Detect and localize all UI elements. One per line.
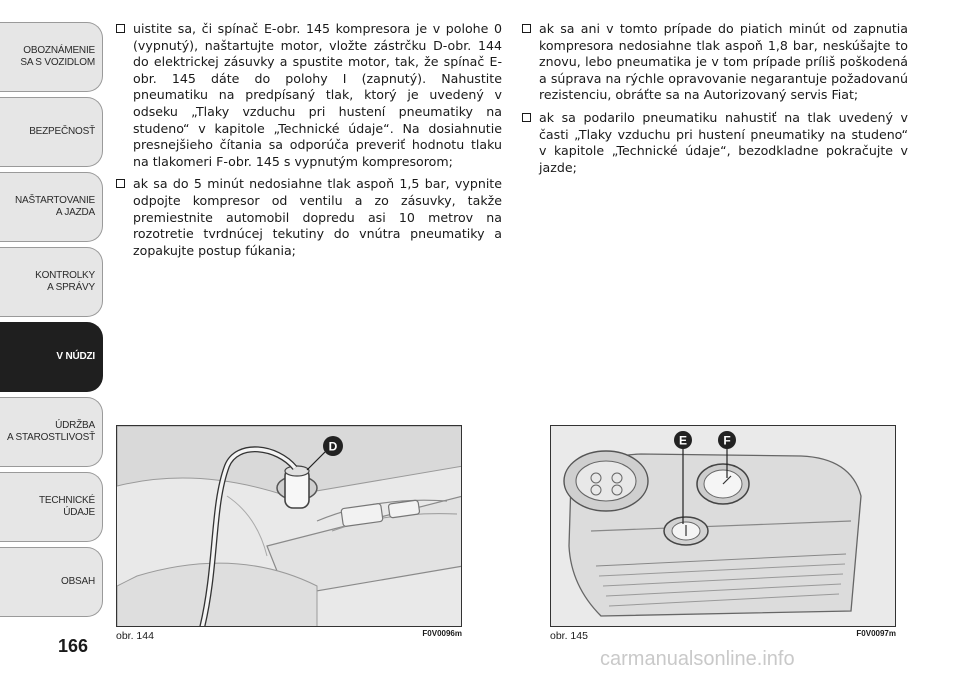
chapter-tabs	[0, 22, 103, 622]
marker-e-label: E	[678, 433, 688, 448]
tab-obsah[interactable]: OBSAH	[0, 547, 103, 617]
tab-technicke-udaje[interactable]: TECHNICKÉ ÚDAJE	[0, 472, 103, 542]
list-item: ak sa podarilo pneumatiku nahustiť na tlak uvedený v časti „Tlaky vzduchu pri hustení pneumatiky na studeno“ v kapitole „Technické údaje“, bezodkladne pokračujte v jazde;	[522, 110, 908, 176]
list-item: ak sa do 5 minút nedosiahne tlak aspoň 1,5 bar, vypnite odpojte kompresor od ventilu a zo zásuvky, takže premiestnite automobil dopredu asi 10 metrov na rozotretie tvrdnúcej tekutiny do vnútra pneumatiky a zopakujte postup fúkania;	[116, 176, 502, 259]
right-column	[522, 21, 908, 182]
watermark: carmanualsonline.info	[600, 648, 795, 670]
tab-kontrolky[interactable]: KONTROLKY A SPRÁVY	[0, 247, 103, 317]
figure-145-label: obr. 145	[550, 630, 588, 642]
tab-nastartovanie[interactable]: NAŠTARTOVANIE A JAZDA	[0, 172, 103, 242]
tab-bezpecnost[interactable]: BEZPEČNOSŤ	[0, 97, 103, 167]
page-number: 166	[58, 636, 89, 656]
list-item: uistite sa, či spínač E-obr. 145 kompresora je v polohe 0 (vypnutý), naštartujte motor, vložte zástrčku D-obr. 144 do elektrickej zásuvky a spustite motor, tak, že spínač E-obr. 145 dáte do polohy I (zapnutý). Nahustite pneumatiku na predpísaný tlak, ktorý je uvedený v odseku „Tlaky vzduchu pri hustení pneumatiky na studeno“ v kapitole „Technické údaje“. Na dosiahnutie presnejšieho čítania sa odporúča preveriť hodnotu tlaku na tlakomeri F-obr. 145 s vypnutým kompresorom;	[116, 21, 502, 170]
figure-144-code: F0V0096m	[422, 629, 462, 638]
figure-144-label: obr. 144	[116, 630, 154, 642]
figure-145	[550, 425, 896, 643]
left-column	[116, 21, 502, 265]
figure-145-code: F0V0097m	[856, 629, 896, 638]
marker-d-label: D	[328, 439, 338, 454]
tab-oboznamenie[interactable]: OBOZNÁMENIE SA S VOZIDLOM	[0, 22, 103, 92]
tab-udrzba[interactable]: ÚDRŽBA A STAROSTLIVOSŤ	[0, 397, 103, 467]
checkbox-bullet-icon	[116, 24, 125, 33]
checkbox-bullet-icon	[522, 113, 531, 122]
figure-144-illustration	[116, 425, 462, 627]
checkbox-bullet-icon	[522, 24, 531, 33]
marker-f-label: F	[723, 433, 731, 448]
compressor-illustration	[551, 426, 896, 627]
tab-v-nudzi[interactable]: V NÚDZI	[0, 322, 103, 392]
figure-144	[116, 425, 462, 643]
list-item: ak sa ani v tomto prípade do piatich minút od zapnutia kompresora nedosiahne tlak aspoň 1,8 bar, neskúšajte to znovu, lebo pneumatika je v tom prípade príliš poškodená a súprava na rýchle opravovanie negarantuje požadovanú rezistenciu, obráťte sa na Autorizovaný servis Fiat;	[522, 21, 908, 104]
checkbox-bullet-icon	[116, 179, 125, 188]
figure-145-illustration	[550, 425, 896, 627]
power-socket-plug-illustration	[117, 426, 462, 627]
